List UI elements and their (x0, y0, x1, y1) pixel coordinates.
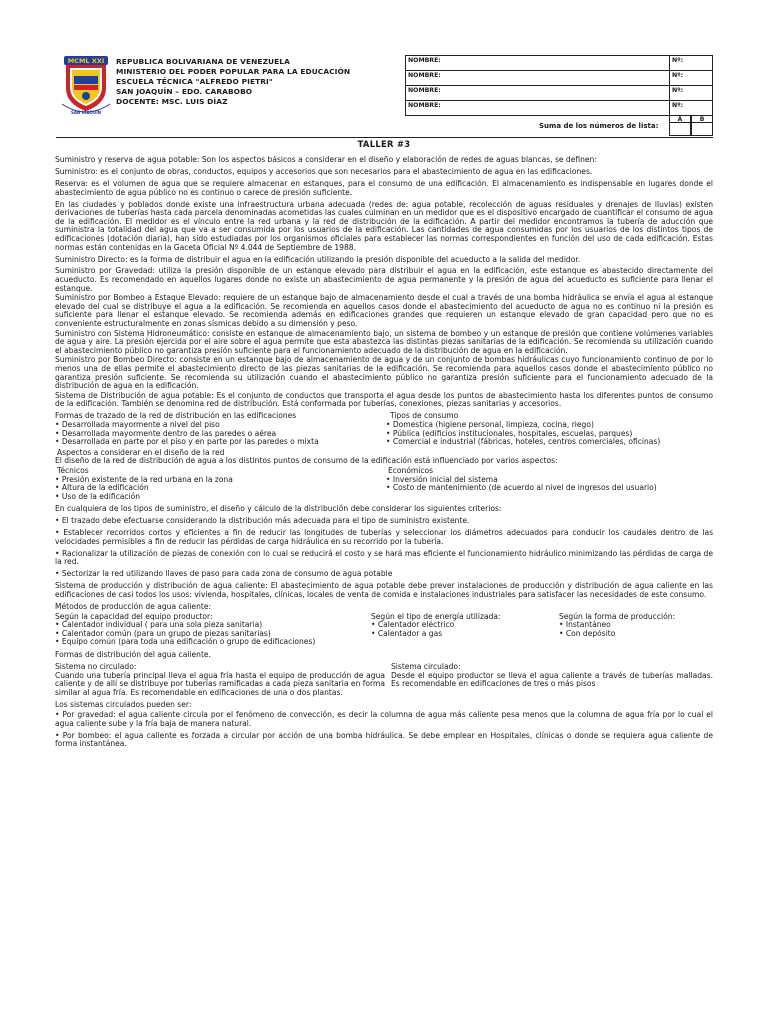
student-number-field[interactable]: Nº: (670, 86, 713, 101)
paragraph: Sistema de Distribución de agua potable: Es el conjunto de conductos que transporta el agua desde los puntos de abastecimiento hasta los diferentes puntos de consumo de la edificación. También se denomina red de distribución. Está conformada por tuberías, conexiones, piezas sanitarias y accesorios. (55, 390, 713, 409)
page-title: TALLER #3 (357, 139, 411, 149)
sum-label: Suma de los números de lista: (539, 122, 659, 130)
list-item: • Instantáneo (559, 621, 713, 630)
paragraph: • Por gravedad: el agua caliente circula por el fenómeno de convección, es decir la columna de agua más caliente pesa menos que la columna de agua fría por lo cual el agua caliente sube y la fría baja de manera natural. (55, 709, 713, 728)
student-name-field[interactable]: NOMBRE: (406, 86, 670, 101)
list-heading: Según la capacidad del equipo productor: (55, 611, 213, 621)
list-item: • Inversión inicial del sistema (386, 476, 713, 485)
student-row (406, 71, 713, 86)
list-heading: Sistema no circulado: (55, 661, 137, 671)
list-heading: Tipos de consumo (390, 411, 459, 421)
paragraph: Formas de distribución del agua caliente. (55, 649, 211, 659)
list-item: • Desarrollada en parte por el piso y en parte por las paredes o mixta (55, 438, 382, 447)
paragraph: Suministro con Sistema Hidroneumático: consiste en estanque de almacenamiento bajo, un sistema de bombeo y un estanque de presión que contiene volúmenes variables de agua y aire. La presión ejercida por el aire sobre el agua permite que esta abastezca las distintas piezas sanitarias de la edificación. Se recomienda su utilización cuando el abastecimiento público no garantiza presión suficiente para el funcionamiento adecuado de la distribución de agua en la edificación. (55, 328, 713, 355)
logo-banner-text: MCML XXI (67, 57, 105, 65)
institution-header (116, 57, 350, 107)
institution-line: MINISTERIO DEL PODER POPULAR PARA LA EDUCACIÓN (116, 67, 351, 76)
distribution-systems (55, 663, 713, 697)
list-item: • Uso de la edificación (55, 493, 382, 502)
paragraph: Los sistemas circulados pueden ser: (55, 700, 192, 710)
list-heading: Técnicos (57, 465, 89, 475)
list-heading: Formas de trazado de la red de distribución en las edificaciones (55, 411, 297, 421)
forma-list (559, 613, 713, 647)
student-name-field[interactable]: NOMBRE: (406, 71, 670, 86)
trazado-list (55, 412, 382, 446)
criterion-item: • Racionalizar la utilización de piezas de conexión con lo cual se reducirá el costo y se hará mas eficiente el funcionamiento hidráulico minimizando las pérdidas de carga de la red. (55, 548, 713, 567)
capacidad-list (55, 613, 371, 647)
student-number-field[interactable]: Nº: (670, 71, 713, 86)
aspect-lists (55, 467, 713, 501)
logo-motto-text: SAN JOAQUÍN (70, 110, 102, 114)
economicos-list (382, 467, 713, 501)
student-number-field[interactable]: Nº: (670, 101, 713, 116)
student-row (406, 86, 713, 101)
paragraph: Suministro y reserva de agua potable: Son los aspectos básicos a considerar en el diseño y elaboración de redes de aguas blancas, se definen: (55, 155, 597, 164)
list-item: • Domestica (higiene personal, limpieza, cocina, riego) (386, 421, 713, 430)
paragraph: Suministro Directo: es la forma de distribuir el agua en la edificación utilizando la presión disponible del acueducto a la salida del medidor. (55, 254, 581, 264)
paragraph: Desde el equipo productor se lleva el agua caliente a través de tuberías malladas. Es recomendable en edificaciones de tres o más pisos (391, 670, 713, 689)
list-item: • Costo de mantenimiento (de acuerdo al nivel de ingresos del usuario) (386, 484, 713, 493)
criterion-item: • El trazado debe efectuarse considerando la distribución más adecuada para el tipo de suministro existente. (55, 516, 470, 526)
institution-line: ESCUELA TÉCNICA "ALFREDO PIETRI" (116, 77, 273, 86)
list-item: • Equipo común (para toda una edificación o grupo de edificaciones) (55, 638, 371, 647)
sistema-no-circulado (55, 663, 385, 697)
paragraph: El diseño de la red de distribución de agua a los distintos puntos de consumo de la edificación está influenciado por varios aspectos: (55, 456, 558, 466)
school-crest-logo (60, 54, 112, 114)
student-number-field[interactable]: Nº: (670, 56, 713, 71)
sistema-circulado (391, 663, 713, 697)
institution-line: DOCENTE: MSC. LUIS DÍAZ (116, 97, 228, 106)
list-item: • Calentador común (para un grupo de piezas sanitarias) (55, 630, 371, 639)
list-item: • Calentador eléctrico (371, 621, 559, 630)
institution-line: REPUBLICA BOLIVARIANA DE VENEZUELA (116, 57, 290, 66)
paragraph: Suministro por Gravedad: utiliza la presión disponible de un estanque elevado para distribuir el agua en la edificación, este estanque es abastecido directamente del acueducto. Es recomendado en aquellos lugares donde no existe un abastecimiento de agua permanente y la presión de agua del acueducto es suficiente para llenar el estanque. (55, 266, 713, 293)
list-item: • Calentador individual ( para una sola pieza sanitaria) (55, 621, 371, 630)
list-item: • Presión existente de la red urbana en la zona (55, 476, 382, 485)
institution-line: SAN JOAQUÍN – EDO. CARABOBO (116, 87, 253, 96)
list-item: • Desarrollada mayormente dentro de las paredes o aérea (55, 430, 382, 439)
paragraph: Suministro por Bombeo a Estaque Elevado: requiere de un estanque bajo de almacenamiento desde el cual a través de una bomba hidráulica se envía el agua al estanque elevado del cual se distribuye el agua a la edificación. Se recomienda en aquellos casos donde el abastecimiento del acueducto de agua no es continuo ni la presión es suficiente para llenar el estanque elevado. Se recomienda además en edificaciones grandes que requieren un estanque elevado de gran capacidad pero que no es conveniente estructuralmente en zonas sísmicas debido a su dimensión y peso. (55, 293, 713, 329)
consumo-list (382, 412, 713, 446)
list-item: • Calentador a gas (371, 630, 559, 639)
list-item: • Comercial e industrial (fábricas, hoteles, centros comerciales, oficinas) (386, 438, 713, 447)
list-heading: Sistema circulado: (391, 661, 461, 671)
list-heading: Según la forma de producción: (559, 611, 676, 621)
sum-box-b[interactable]: B (691, 115, 713, 136)
list-item: • Pública (edificios institucionales, hospitales, escuelas, parques) (386, 430, 713, 439)
section-heading: Aspectos a considerar en el diseño de la red (57, 447, 225, 457)
student-name-field[interactable]: NOMBRE: (406, 101, 670, 116)
student-row (406, 56, 713, 71)
list-number-sum (405, 115, 713, 136)
production-methods (55, 613, 713, 647)
document-body (55, 156, 713, 752)
paragraph: Suministro: es el conjunto de obras, conductos, equipos y accesorios que son necesarios para el abastecimiento de agua en las edificaciones. (55, 166, 593, 176)
criterion-item: • Sectorizar la red utilizando llaves de paso para cada zona de consumo de agua potable (55, 569, 393, 579)
student-row (406, 101, 713, 116)
list-item: • Desarrollada mayormente a nivel del piso (55, 421, 382, 430)
energia-list (371, 613, 559, 647)
list-item: • Altura de la edificación (55, 484, 382, 493)
paragraph: Métodos de producción de agua caliente: (55, 602, 212, 611)
list-item: • Con depósito (559, 630, 713, 639)
criterion-item: • Establecer recorridos cortos y eficientes a fin de reducir las longitudes de tuberías y seleccionar los diámetros adecuados para conducir los caudales dentro de las velocidades permisibles a fin de reducir las pérdidas de carga hidráulica en su recorrido por la tubería. (55, 528, 713, 546)
student-names-table (405, 55, 713, 116)
paragraph: Reserva: es el volumen de agua que se requiere almacenar en estanques, para el consumo de una edificación. El almacenamiento es indispensable en lugares donde el abastecimiento de agua público no es continuo o carece de presión suficiente. (55, 178, 713, 197)
sum-box-a[interactable]: A (669, 115, 691, 136)
tecnicos-list (55, 467, 382, 501)
paragraph: Suministro por Bombeo Directo: consiste en un estanque bajo de almacenamiento de agua y de un conjunto de bombas hidráulicas cuyo funcionamiento continuo de por lo menos una de ellas permite el abastecimiento directo de las piezas sanitarias de la edificación. Se recomienda para aquellos casos donde el abastecimiento público no garantiza presión suficiente. Se recomienda su utilización cuando el abastecimiento público no garantiza presión suficiente para el funcionamiento adecuado de la distribución de agua en la edificación. (55, 355, 713, 391)
paragraph: Cuando una tubería principal lleva el agua fría hasta el equipo de producción de agua caliente y de allí se distribuye por tuberías ramificadas a cada pieza sanitaria en forma similar al agua fría. Es recomendable en edificaciones de una o dos plantas. (55, 670, 385, 697)
student-name-field[interactable]: NOMBRE: (406, 56, 670, 71)
list-heading: Económicos (388, 465, 434, 475)
paragraph: En las ciudades y poblados donde existe una infraestructura urbana adecuada (redes de: agua potable, recolección de aguas residuales y drenajes de lluvias) existen derivaciones de tuberías hasta cada parcela denominadas acometidas las cuales culminan en un medidor que es el dispositivo encargado de cuantificar el consumo de agua de la edificación. El medidor es el vínculo entre la red urbana y la red de distribución de la edificación. A partir del medidor encontramos la tubería de aducción que suministra la totalidad del agua que va a ser consumida por los usuarios de la edificación. Las cantidades de agua consumidas por los usuarios de los distintos tipos de edificaciones (dotación diaria), han sido estudiadas por los organismos oficiales para establecer las normas correspondientes en función del uso de cada edificación. Estas normas están contenidas en la Gaceta Oficial Nº 4.044 de Septiembre de 1988. (55, 199, 713, 252)
distribution-lists (55, 412, 713, 446)
paragraph: • Por bombeo: el agua caliente es forzada a circular por acción de una bomba hidráulica. Se debe emplear en Hospitales, clínicas o donde se requiera agua caliente de forma instantánea. (55, 730, 713, 749)
header-divider (56, 137, 713, 138)
paragraph: Sistema de producción y distribución de agua caliente: El abastecimiento de agua potable debe prever instalaciones de producción y distribución de agua caliente en las edificaciones de casi todos los usos: vivienda, hospitales, clínicas, locales de venta de comida e instalaciones industriales para satisfacer las necesidades de este consumo. (55, 581, 713, 600)
list-heading: Según el tipo de energía utilizada: (371, 611, 501, 621)
paragraph: En cualquiera de los tipos de suministro, el diseño y cálculo de la distribución debe considerar los siguientes criterios: (55, 504, 502, 514)
